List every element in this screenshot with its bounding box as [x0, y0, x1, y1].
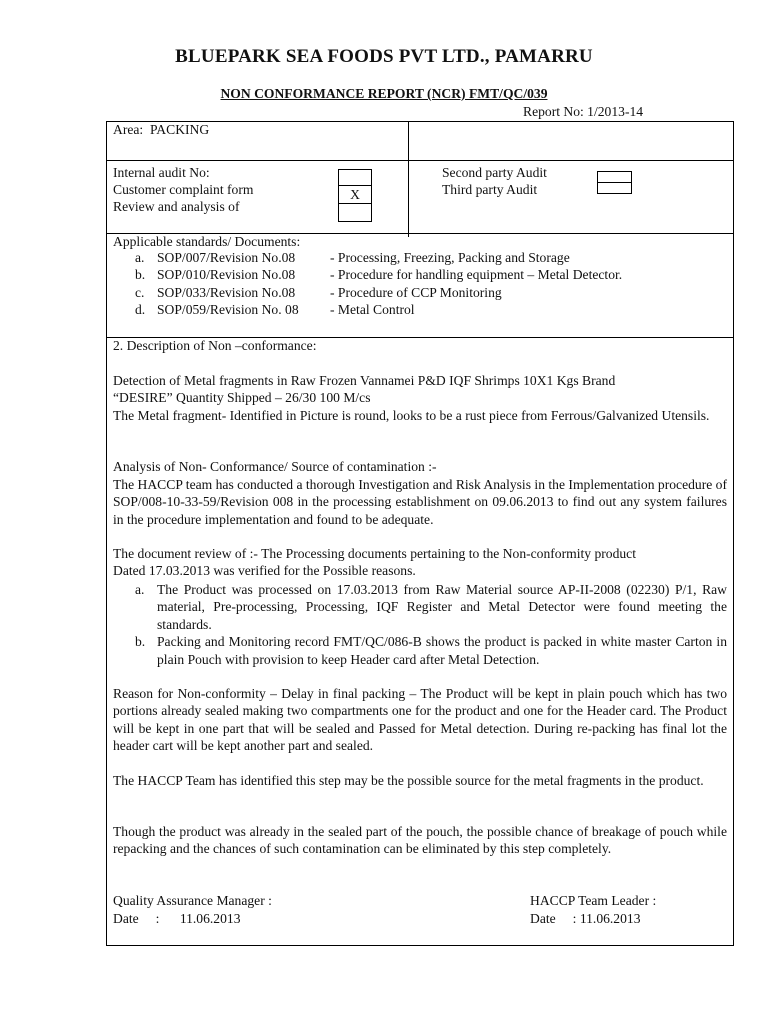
review-analysis-label: Review and analysis of	[113, 199, 240, 214]
third-party-audit-label: Third party Audit	[442, 182, 538, 197]
checkbox-review-analysis[interactable]	[338, 203, 372, 222]
review-item-text: Packing and Monitoring record FMT/QC/086-B shows the product is packed in white master Carton in plain Pouch with provision to keep Header card after Metal Detection.	[157, 634, 727, 667]
standard-code: SOP/059/Revision No. 08	[157, 302, 299, 317]
standard-letter: a.	[135, 250, 145, 265]
internal-audit-label: Internal audit No:	[113, 165, 210, 180]
conclusion-paragraph: Though the product was already in the sealed part of the pouch, the possible chance of breakage of pouch while repacking and the chances of such contamination can be eliminated by this step completely.	[113, 824, 727, 857]
checkbox-internal-audit[interactable]	[338, 169, 372, 186]
standard-code: SOP/033/Revision No.08	[157, 285, 296, 300]
review-line-2: Dated 17.03.2013 was verified for the Possible reasons.	[113, 563, 416, 578]
standard-item	[135, 285, 502, 301]
reason-paragraph: Reason for Non-conformity – Delay in final packing – The Product will be kept in plain pouch which has two portions already sealed making two compartments one for the product and one for the Header card. The Product will be kept in one part that will be sealed and Passed for Metal detection. During re-packing has final lot the header cart will be kept another part and sealed.	[113, 686, 727, 754]
review-item	[113, 581, 727, 633]
area-value: PACKING	[150, 122, 210, 137]
standard-item	[135, 302, 415, 318]
review-item-text: The Product was processed on 17.03.2013 from Raw Material source AP-II-2008 (02230) P/1, Raw material, Pre-processing, Processing, IQF Register and Metal Detector were found meeting the standards.	[157, 582, 727, 632]
second-party-audit-label: Second party Audit	[442, 165, 547, 180]
checkbox-mark: X	[350, 187, 360, 202]
description-heading: 2. Description of Non –conformance:	[113, 338, 317, 353]
review-item-letter: b.	[135, 634, 146, 650]
document-title: NON CONFORMANCE REPORT (NCR) FMT/QC/039	[220, 86, 548, 101]
standard-code: SOP/010/Revision No.08	[157, 267, 296, 282]
review-items-list	[113, 581, 727, 668]
review-line-1: The document review of :- The Processing documents pertaining to the Non-conformity product	[113, 546, 636, 561]
area-row	[113, 122, 209, 138]
divider-vertical-lower	[408, 161, 409, 237]
qa-manager-label: Quality Assurance Manager :	[113, 893, 272, 908]
customer-complaint-label: Customer complaint form	[113, 182, 254, 197]
standard-item	[135, 250, 570, 266]
divider-area	[106, 160, 734, 161]
analysis-heading: Analysis of Non- Conformance/ Source of contamination :-	[113, 459, 437, 474]
standard-item	[135, 267, 622, 283]
qa-date: Date : 11.06.2013	[113, 911, 241, 926]
checkbox-customer-complaint[interactable]	[338, 185, 372, 204]
standard-description: - Processing, Freezing, Packing and Storage	[330, 250, 570, 265]
checkbox-third-party[interactable]	[597, 182, 632, 194]
company-name: BLUEPARK SEA FOODS PVT LTD., PAMARRU	[175, 46, 593, 67]
standard-letter: b.	[135, 267, 146, 282]
standard-code: SOP/007/Revision No.08	[157, 250, 296, 265]
standard-description: - Metal Control	[330, 302, 415, 317]
haccp-identified-paragraph: The HACCP Team has identified this step may be the possible source for the metal fragments in the product.	[113, 773, 704, 788]
haccp-date: Date : 11.06.2013	[530, 911, 641, 926]
review-item	[113, 633, 727, 668]
divider-vertical-upper	[408, 121, 409, 161]
haccp-leader-label: HACCP Team Leader :	[530, 893, 657, 908]
standards-title: Applicable standards/ Documents:	[113, 234, 301, 249]
area-label: Area:	[113, 122, 144, 137]
review-item-letter: a.	[135, 582, 145, 597]
analysis-paragraph: The HACCP team has conducted a thorough Investigation and Risk Analysis in the Implementation procedure of SOP/008-10-33-59/Revision 008 in the processing establishment on 09.06.2013 to find out any system failures in the procedure implementation and found to be adequate.	[113, 477, 727, 527]
brand-quantity-line: “DESIRE” Quantity Shipped – 26/30 100 M/cs	[113, 390, 371, 405]
standard-letter: c.	[135, 285, 145, 300]
fragment-paragraph: The Metal fragment- Identified in Picture is round, looks to be a rust piece from Ferrous/Galvanized Utensils.	[113, 408, 710, 423]
standard-description: - Procedure for handling equipment – Metal Detector.	[330, 267, 623, 282]
report-number: Report No: 1/2013-14	[523, 104, 644, 119]
standard-description: - Procedure of CCP Monitoring	[330, 285, 502, 300]
standard-letter: d.	[135, 302, 146, 317]
detection-line: Detection of Metal fragments in Raw Frozen Vannamei P&D IQF Shrimps 10X1 Kgs Brand	[113, 373, 616, 388]
